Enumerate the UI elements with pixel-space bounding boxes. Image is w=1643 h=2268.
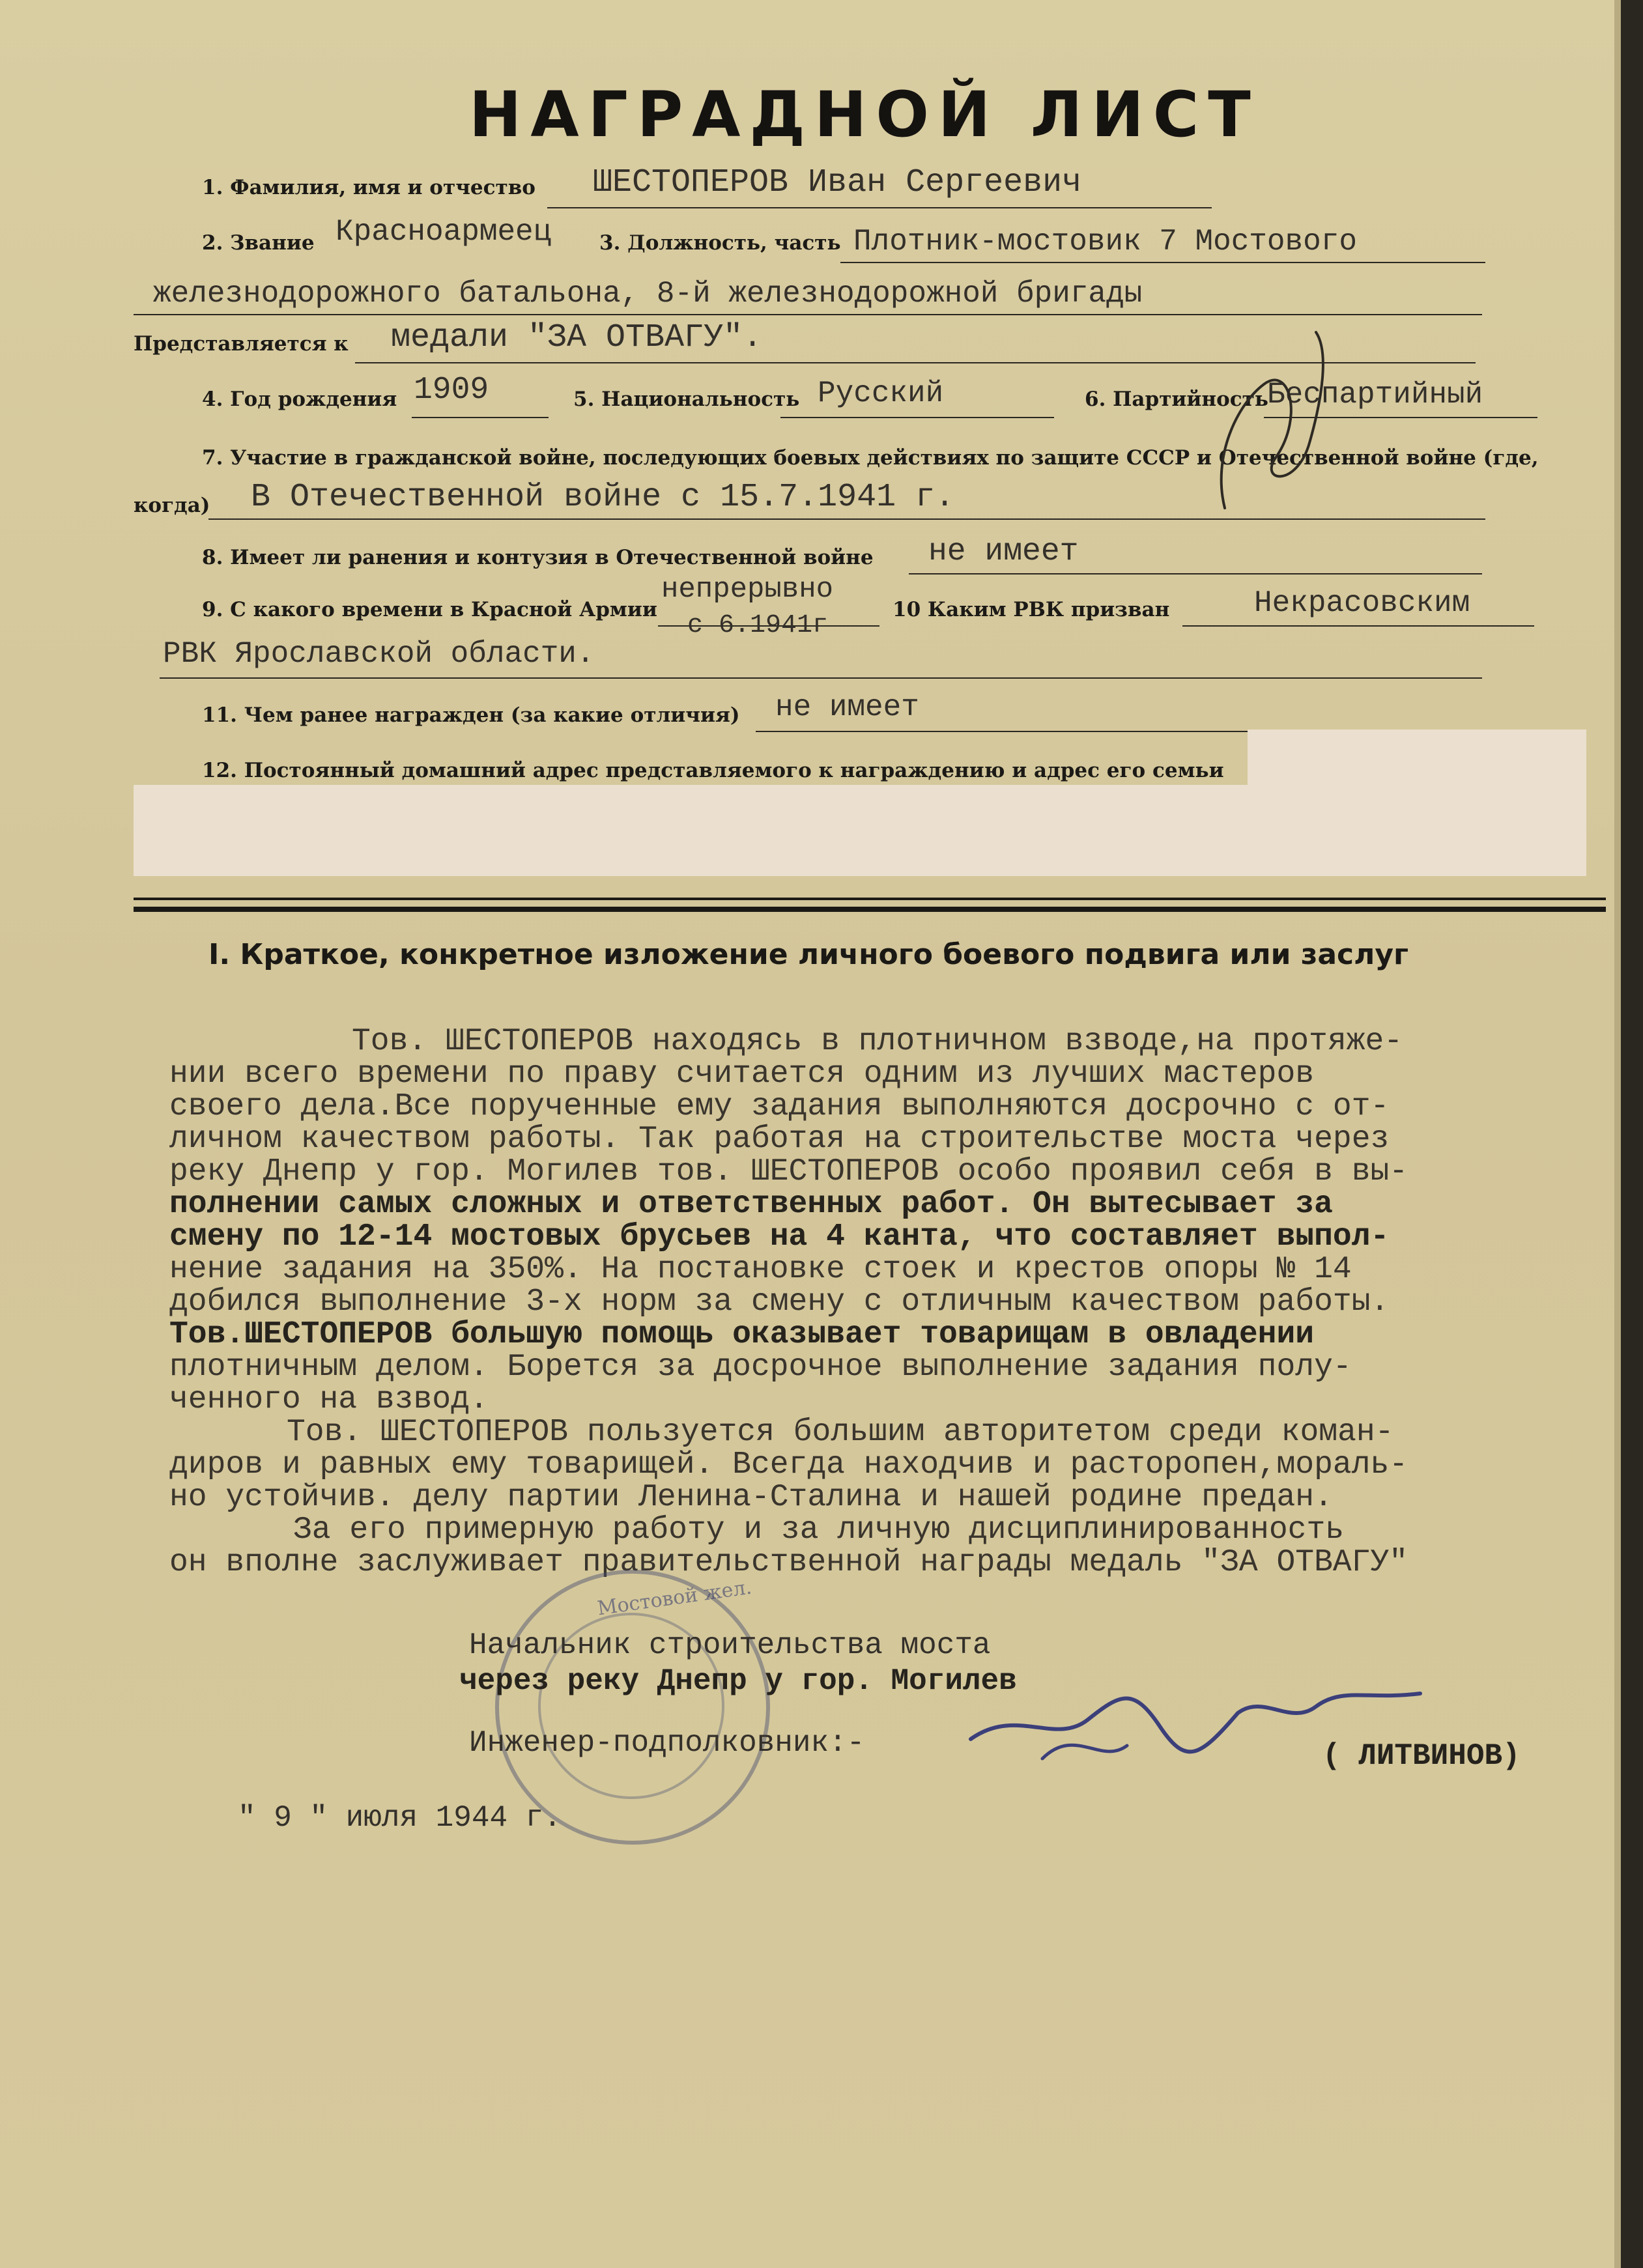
field-5-value: Русский [818,376,944,410]
stamp-text: Мостовой жел. [595,1576,753,1621]
section-divider-bottom [134,907,1606,912]
narrative-line: полнении самых сложных и ответственных работ. Он вытесывает за [169,1187,1333,1222]
field-11-label: 11. Чем ранее награжден (за какие отличия) [202,703,740,727]
field-1-value: ШЕСТОПЕРОВ Иван Сергеевич [593,164,1082,201]
narrative-line: диров и равных ему товарищей. Всегда находчив и расторопен,мораль- [169,1447,1408,1482]
field-1-label: 1. Фамилия, имя и отчество [202,176,536,199]
section-1-title: I. Краткое, конкретное изложение личного боевого подвига или заслуг [208,938,1408,971]
field-3-value: Плотник-мостовик 7 Мостового [853,225,1357,259]
narrative-line: За его примерную работу и за личную дисциплинированность [293,1512,1345,1548]
field-5-underline [780,417,1054,418]
address-redaction-block [1248,730,1586,788]
field-10-underline [1182,625,1534,627]
signature-name: ( ЛИТВИНОВ) [1322,1739,1521,1773]
narrative-line: он вполне заслуживает правительственной награды медаль "ЗА ОТВАГУ" [169,1545,1408,1580]
narrative-line: но устойчив. делу партии Ленина-Сталина и нашей родине предан. [169,1480,1333,1515]
narrative-line: нии всего времени по праву считается одним из лучших мастеров [169,1056,1315,1092]
field-6-value: Беспартийный [1267,378,1483,412]
narrative-line: смену по 12-14 мостовых брусьев на 4 канта, что составляет выпол- [169,1219,1390,1254]
award-presented-label: Представляется к [134,332,349,356]
field-2-label: 2. Звание [202,231,315,255]
signature-title-line1: Начальник строительства моста [469,1628,991,1662]
signature-title-line2: через реку Днепр у гор. Могилев [459,1664,1017,1698]
field-4-value: 1909 [414,373,489,408]
section-divider-top [134,898,1606,900]
field-9-value-top: непрерывно [661,573,834,606]
handwritten-margin-mark [1199,326,1342,534]
field-3-label: 3. Должность, часть [599,231,841,255]
field-5-label: 5. Национальность [573,388,800,411]
field-8-value: не имеет [928,534,1079,569]
narrative-line: ченного на взвод. [169,1382,489,1417]
field-2-value: Красноармеец [336,215,552,249]
handwritten-signature [964,1667,1433,1785]
field-8-underline [909,573,1482,574]
field-12-label: 12. Постоянный домашний адрес представляемого к награждению и адрес его семьи [202,759,1224,782]
field-10-value: Некрасовским [1254,586,1470,620]
field-7-label-cont: когда) [134,494,210,517]
field-4-label: 4. Год рождения [202,388,397,411]
field-9-value-bottom: с 6.1941г [687,611,829,640]
field-10-label: 10 Каким РВК призван [893,598,1170,621]
document-title: НАГРАДНОЙ ЛИСТ [469,78,1260,151]
narrative-line: личном качеством работы. Так работая на строительстве моста через [169,1122,1390,1157]
sheet-edge-shadow [1614,0,1621,2268]
document-date: " 9 " июля 1944 г. [238,1801,562,1835]
field-1-underline [547,207,1212,208]
scan-border [1621,0,1643,2268]
field-10-value-cont: РВК Ярославской области. [163,637,595,671]
narrative-line: плотничным делом. Борется за досрочное выполнение задания полу- [169,1350,1352,1385]
narrative-line: Тов. ШЕСТОПЕРОВ находясь в плотничном взводе,на протяже- [352,1024,1403,1059]
field-9-label: 9. С какого времени в Красной Армии [202,598,657,621]
field-10-cont-underline [160,677,1482,679]
field-3-underline [840,262,1485,263]
narrative-line: Тов.ШЕСТОПЕРОВ большую помощь оказывает товарищам в овладении [169,1317,1315,1352]
award-presented-value: медали "ЗА ОТВАГУ". [391,319,763,356]
narrative-line: реку Днепр у гор. Могилев тов. ШЕСТОПЕРОВ особо проявил себя в вы- [169,1154,1408,1189]
field-7-value: В Отечественной войне с 15.7.1941 г. [251,479,955,516]
narrative-line: своего дела.Все порученные ему задания выполняются досрочно с от- [169,1089,1390,1124]
field-4-underline [412,417,549,418]
field-8-label: 8. Имеет ли ранения и контузия в Отечественной войне [202,546,874,569]
field-11-value: не имеет [775,690,919,724]
field-6-label: 6. Партийность [1085,388,1268,411]
field-7-label: 7. Участие в гражданской войне, последующих боевых действиях по защите СССР и Отечественной войне (где, [202,446,1539,470]
address-redaction-block-2 [134,785,1586,876]
narrative-line: Тов. ШЕСТОПЕРОВ пользуется большим авторитетом среди коман- [287,1415,1394,1450]
narrative-line: нение задания на 350%. На постановке стоек и крестов опоры № 14 [169,1252,1352,1287]
field-3-value-cont: железнодорожного батальона, 8-й железнодорожной бригады [153,277,1143,311]
signature-rank: Инженер-подполковник:- [469,1726,865,1760]
field-3-cont-underline [134,314,1482,315]
narrative-line: добился выполнение 3-х норм за смену с отличным качеством работы. [169,1284,1390,1320]
